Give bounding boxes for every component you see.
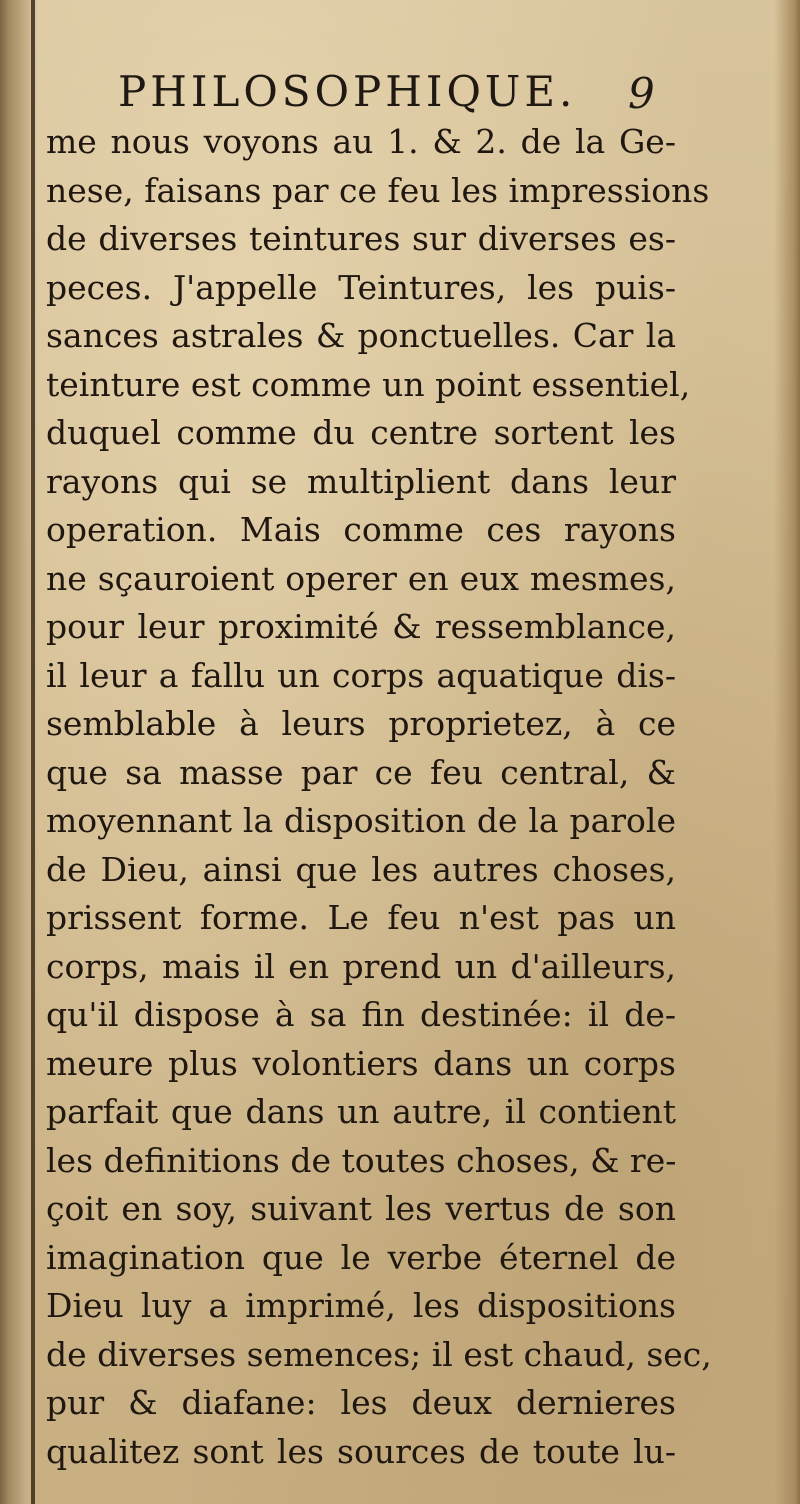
text-line: moyennant la disposition de la parole bbox=[46, 801, 676, 840]
binding-shadow-line bbox=[31, 0, 35, 1504]
text-line: corps, mais il en prend un d'ailleurs, bbox=[46, 946, 676, 986]
text-line: meure plus volontiers dans un corps bbox=[46, 1043, 676, 1083]
text-line: peces. J'appelle Teintures, les puis- bbox=[46, 267, 676, 307]
text-line: duquel comme du centre sortent les bbox=[46, 413, 676, 452]
text-line: operation. Mais comme ces rayons bbox=[46, 510, 676, 549]
text-line: çoit en soy, suivant les vertus de son bbox=[46, 1189, 676, 1228]
running-head: PHILOSOPHIQUE. bbox=[118, 67, 577, 116]
text-line: teinture est comme un point essentiel, bbox=[46, 364, 691, 404]
text-line: pour leur proximité & ressemblance, bbox=[46, 607, 676, 646]
page-header bbox=[118, 64, 678, 120]
text-line: me nous voyons au 1. & 2. de la Ge- bbox=[46, 122, 676, 161]
page-number: 9 bbox=[628, 69, 655, 118]
page-edge bbox=[774, 0, 800, 1504]
text-line: ne sçauroient operer en eux mesmes, bbox=[46, 558, 676, 598]
text-line: les definitions de toutes choses, & re- bbox=[46, 1140, 677, 1180]
text-line: nese, faisans par ce feu les impressions bbox=[46, 170, 710, 210]
text-line: que sa masse par ce feu central, & bbox=[46, 752, 676, 792]
text-line: il leur a fallu un corps aquatique dis- bbox=[46, 655, 676, 695]
text-line: de Dieu, ainsi que les autres choses, bbox=[46, 849, 676, 889]
text-line: prissent forme. Le feu n'est pas un bbox=[46, 898, 676, 937]
text-line: qu'il dispose à sa fin destinée: il de- bbox=[46, 995, 676, 1034]
text-line: de diverses teintures sur diverses es- bbox=[46, 219, 676, 258]
text-line: qualitez sont les sources de toute lu- bbox=[46, 1431, 676, 1471]
text-line: de diverses semences; il est chaud, sec, bbox=[46, 1334, 712, 1374]
body-text bbox=[46, 118, 712, 1476]
text-line: parfait que dans un autre, il contient bbox=[46, 1092, 676, 1131]
text-line: Dieu luy a imprimé, les dispositions bbox=[46, 1286, 676, 1325]
text-line: imagination que le verbe éternel de bbox=[46, 1237, 676, 1277]
text-line: pur & diafane: les deux dernieres bbox=[46, 1383, 676, 1422]
text-line: semblable à leurs proprietez, à ce bbox=[46, 704, 676, 743]
text-line: rayons qui se multiplient dans leur bbox=[46, 461, 676, 501]
text-line: sances astrales & ponctuelles. Car la bbox=[46, 316, 676, 355]
